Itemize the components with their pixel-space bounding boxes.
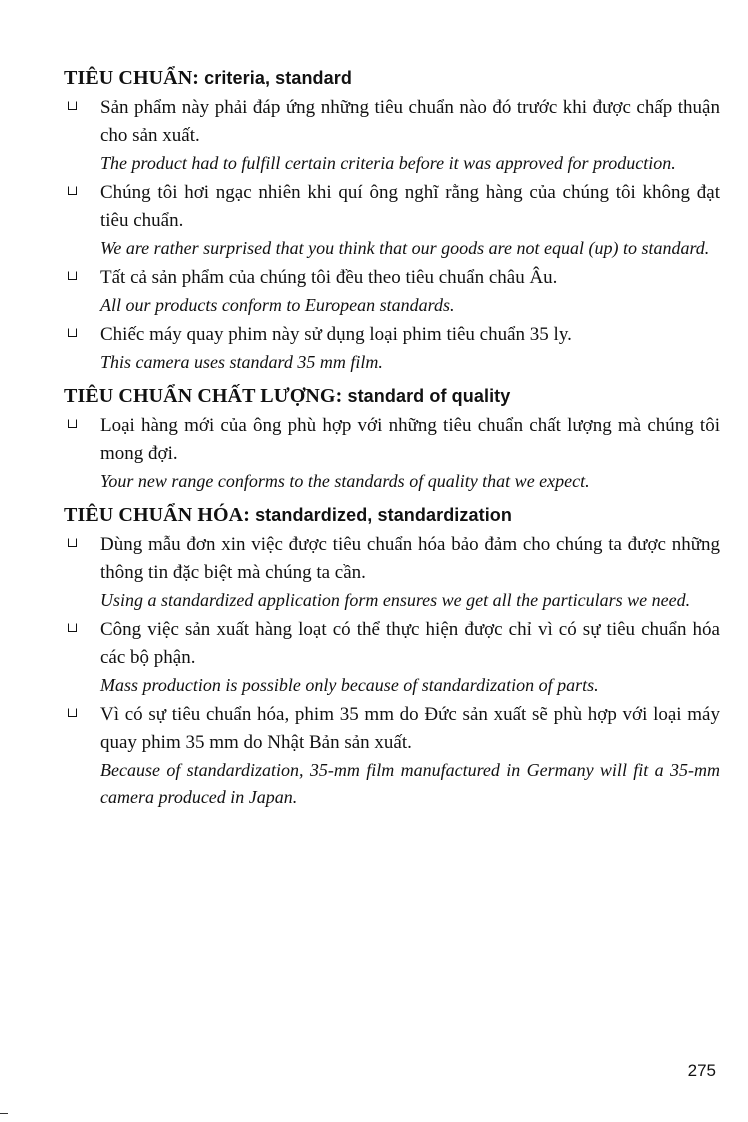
vietnamese-sentence: Công việc sản xuất hàng loạt có thể thực hiện được chỉ vì có sự tiêu chuẩn hóa các bộ phận. xyxy=(100,619,720,668)
entry xyxy=(64,264,720,319)
section-tieu-chuan-hoa xyxy=(64,501,720,811)
entry xyxy=(64,701,720,811)
checkbox-bullet-icon xyxy=(68,271,77,280)
english-translation: The product had to fulfill certain criteria before it was approved for production. xyxy=(100,153,676,173)
vietnamese-sentence: Chúng tôi hơi ngạc nhiên khi quí ông nghĩ rằng hàng của chúng tôi không đạt tiêu chuẩn. xyxy=(100,182,720,231)
checkbox-bullet-icon xyxy=(68,101,77,110)
scan-edge-mark xyxy=(0,1113,8,1114)
vietnamese-sentence: Tất cả sản phẩm của chúng tôi đều theo tiêu chuẩn châu Âu. xyxy=(100,267,558,288)
section-heading xyxy=(64,64,720,92)
heading-vietnamese: TIÊU CHUẨN: xyxy=(64,67,199,89)
english-translation: All our products conform to European standards. xyxy=(100,295,455,315)
checkbox-bullet-icon xyxy=(68,538,77,547)
section-tieu-chuan xyxy=(64,64,720,376)
english-translation: Because of standardization, 35-mm film manufactured in Germany will fit a 35-mm camera produced in Japan. xyxy=(100,760,720,807)
section-heading xyxy=(64,382,720,410)
entry xyxy=(64,321,720,376)
section-tieu-chuan-chat-luong xyxy=(64,382,720,495)
entry xyxy=(64,94,720,177)
section-heading xyxy=(64,501,720,529)
english-translation: Your new range conforms to the standards of quality that we expect. xyxy=(100,471,590,491)
heading-english: criteria, standard xyxy=(204,68,352,88)
vietnamese-sentence: Sản phẩm này phải đáp ứng những tiêu chuẩn nào đó trước khi được chấp thuận cho sản xuất. xyxy=(100,97,720,146)
checkbox-bullet-icon xyxy=(68,623,77,632)
english-translation: Using a standardized application form ensures we get all the particulars we need. xyxy=(100,590,691,610)
entry xyxy=(64,531,720,614)
vietnamese-sentence: Vì có sự tiêu chuẩn hóa, phim 35 mm do Đức sản xuất sẽ phù hợp với loại máy quay phim 35 mm do Nhật Bản sản xuất. xyxy=(100,704,720,753)
vietnamese-sentence: Dùng mẫu đơn xin việc được tiêu chuẩn hóa bảo đảm cho chúng ta được những thông tin đặc biệt mà chúng ta cần. xyxy=(100,534,720,583)
english-translation: We are rather surprised that you think that our goods are not equal (up) to standard. xyxy=(100,238,710,258)
english-translation: This camera uses standard 35 mm film. xyxy=(100,352,383,372)
entry xyxy=(64,616,720,699)
page-number: 275 xyxy=(687,1061,716,1080)
vietnamese-sentence: Loại hàng mới của ông phù hợp với những tiêu chuẩn chất lượng mà chúng tôi mong đợi. xyxy=(100,415,720,464)
checkbox-bullet-icon xyxy=(68,186,77,195)
heading-vietnamese: TIÊU CHUẨN HÓA: xyxy=(64,504,250,526)
checkbox-bullet-icon xyxy=(68,328,77,337)
heading-english: standard of quality xyxy=(347,386,511,406)
checkbox-bullet-icon xyxy=(68,419,77,428)
vietnamese-sentence: Chiếc máy quay phim này sử dụng loại phim tiêu chuẩn 35 ly. xyxy=(100,324,572,345)
english-translation: Mass production is possible only because of standardization of parts. xyxy=(100,675,599,695)
entry xyxy=(64,412,720,495)
entry xyxy=(64,179,720,262)
heading-vietnamese: TIÊU CHUẨN CHẤT LƯỢNG: xyxy=(64,385,343,407)
checkbox-bullet-icon xyxy=(68,708,77,717)
page-content xyxy=(64,64,720,813)
heading-english: standardized, standardization xyxy=(255,505,513,525)
